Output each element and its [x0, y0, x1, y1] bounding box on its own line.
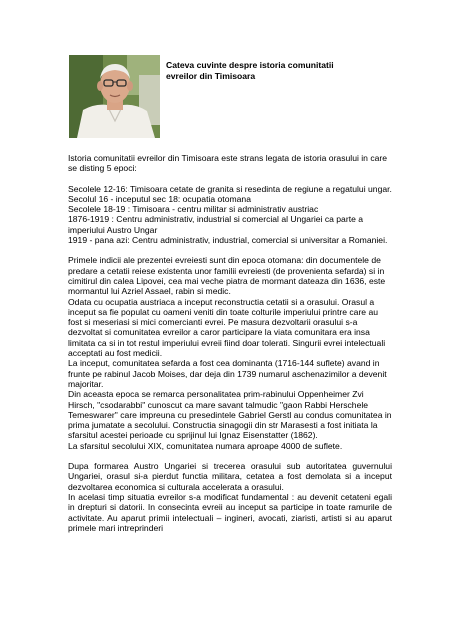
- epoch-line: Secolul 16 - inceputul sec 18: ocupatia otomana: [68, 193, 251, 204]
- epoch-line: 1876-1919 : Centru administrativ, industrial si comercial al Ungariei ca parte a imperiului Austro Ungar: [68, 214, 364, 235]
- title-line-2: evreilor din Timisoara: [166, 71, 256, 81]
- epoch-line: 1919 - pana azi: Centru administrativ, industrial, comercial si universitar a Romaniei.: [68, 235, 388, 246]
- history-paragraph: La sfarsitul secolului XIX, comunitatea numara aproape 4000 de suflete.: [68, 440, 343, 451]
- document-title: [166, 60, 396, 82]
- title-line-1: Cateva cuvinte despre istoria comunitatii: [166, 60, 334, 70]
- history-paragraph: Odata cu ocupatia austriaca a inceput reconstructia cetatii si a orasului. Orasul a inceput sa fie populat cu oameni veniti din toate colturile imperiului printre care au fost si meseriasi si mici comercianti evrei. Pe masura dezvoltarii orasului s-a dezvoltat si comunitatea evreilor a caror participare la viata comunitara era insa limitata ca si in tot restul imperiului evreii fiind doar tolerati. Singurii evrei intelectuali acceptati au fost medicii.: [68, 296, 386, 359]
- modern-paragraph: In acelasi timp situatia evreilor s-a modificat fundamental : au devenit cetateni egali in drepturi si datorii. In consecinta evreii au inceput sa participe in toate ramurile de activitate. Au aparut primii intelectuali – ingineri, avocati, ziaristi, artisti si au aparut primele mari intreprinderi: [68, 491, 392, 533]
- history-paragraph: Din aceasta epoca se remarca personalitatea prim-rabinului Oppenheimer Zvi Hirsch, "csodarabbi" cunoscut ca mare savant talmudic "gaon Rabbi Herschele Temeswarer" care impreuna cu presedintele Gabriel Gerstl au condus comunitatea in prima jumatate a secolului. Constructia sinagogii din str Marasesti a fost initiata la sfarsitul acestei perioade cu sprijinul lui Ignaz Eisenstatter (1862).: [68, 389, 392, 441]
- history-paragraph: La inceput, comunitatea sefarda a fost cea dominanta (1716-144 suflete) avand in frunte pe rabinul Jacob Moises, dar deja din 1739 numarul aschenazimilor a devenit majoritar.: [68, 358, 387, 389]
- history-paragraph: Primele indicii ale prezentei evreiesti sunt din epoca otomana: din documentele de predare a cetatii reiese existenta unor familii evreiesti (de provenienta sefarda) si in cimitirul din calea Lipovei, cea mai veche piatra de mormant dateaza din 1636, este mormantul lui Azriel Assael, rabin si medic.: [68, 255, 386, 297]
- intro-paragraph: Istoria comunitatii evreilor din Timisoara este strans legata de istoria orasului in care se disting 5 epoci:: [68, 153, 388, 174]
- epoch-line: Secolele 12-16: Timisoara cetate de granita si resedinta de regiune a regatului ungar.: [68, 183, 392, 194]
- modern-paragraph: Dupa formarea Austro Ungariei si trecerea orasului sub autoritatea guvernului Ungariei, orasul si-a pierdut functia militara, cetatea a fost demolata si a inceput dezvoltarea economica si culturala accelerata a orasului.: [68, 461, 392, 492]
- epoch-line: Secolele 18-19 : Timisoara - centru militar si administrativ austriac: [68, 204, 319, 215]
- document-body: [68, 153, 392, 533]
- portrait-photo: [69, 55, 160, 138]
